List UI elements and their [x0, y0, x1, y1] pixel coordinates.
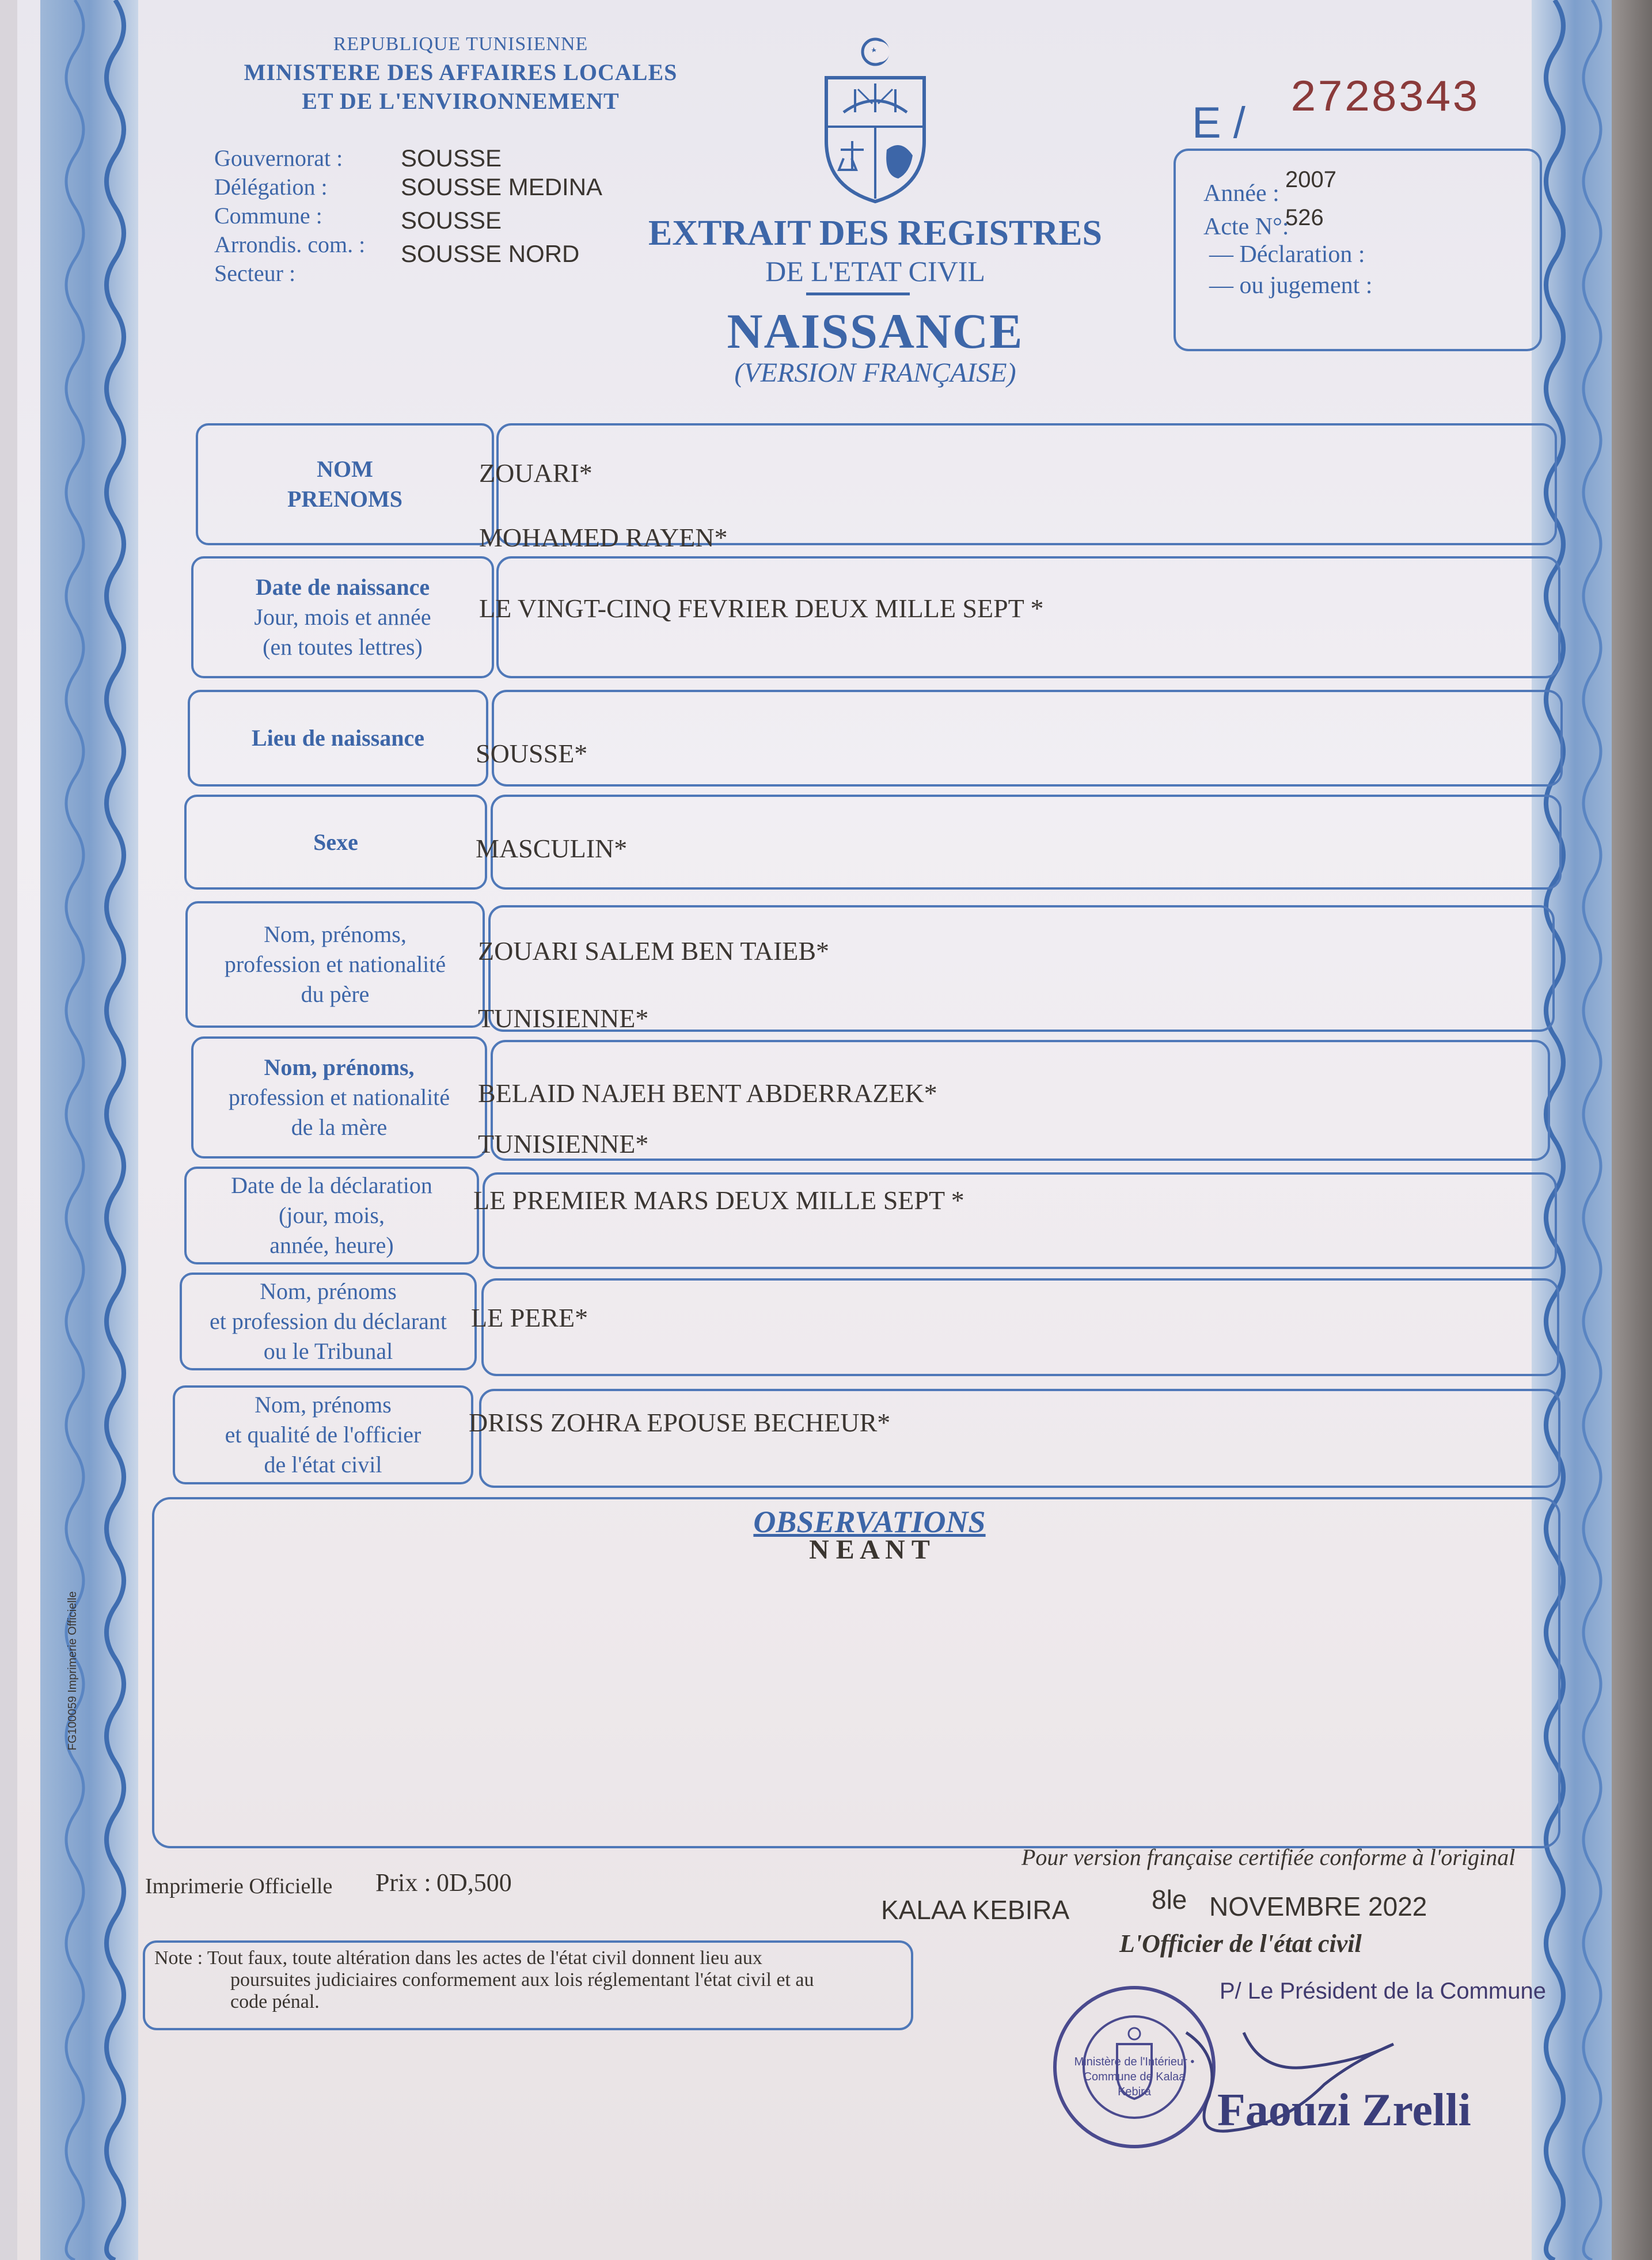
- paper-edge-right: [1612, 0, 1652, 2260]
- register-prefix: E /: [1192, 98, 1245, 147]
- prix-label: Prix :: [375, 1868, 431, 1897]
- prix-value: 0D,500: [436, 1868, 512, 1897]
- version-heading: (VERSION FRANÇAISE): [734, 358, 1016, 388]
- nom-label: NOM: [317, 456, 373, 482]
- president-text: P/ Le Président de la Commune: [1220, 1978, 1546, 2004]
- mere-nationality-value: TUNISIENNE*: [478, 1129, 649, 1159]
- pere-name-value: ZOUARI SALEM BEN TAIEB*: [478, 936, 830, 966]
- imprimerie-label: Imprimerie Officielle: [145, 1874, 333, 1898]
- mere-label: [191, 1036, 487, 1159]
- arrondissement-value: SOUSSE NORD: [401, 240, 580, 267]
- mere-name-value: BELAID NAJEH BENT ABDERRAZEK*: [478, 1078, 937, 1108]
- serial-number: 2728343: [1290, 74, 1479, 124]
- tunisia-coat-of-arms: [809, 35, 941, 207]
- pere-label: [185, 901, 485, 1028]
- declarant-value: LE PERE*: [471, 1303, 588, 1332]
- secteur-label: Secteur :: [214, 260, 296, 286]
- gouvernorat-label: Gouvernorat :: [214, 145, 343, 171]
- date-naissance-label-line3: (en toutes lettres): [263, 634, 423, 660]
- date-naissance-label-line2: Jour, mois et année: [254, 604, 431, 630]
- geography-labels: [214, 144, 404, 288]
- officer-title: L'Officier de l'état civil: [1119, 1929, 1362, 1958]
- nom-value: ZOUARI*: [479, 458, 593, 488]
- stamp-text: Ministère de l'Intérieur • Commune de Kalaa Kebira: [1074, 2056, 1195, 2098]
- naissance-heading: NAISSANCE: [727, 303, 1024, 359]
- legal-note: [154, 1947, 814, 2013]
- date-naissance-label-line1: Date de naissance: [255, 574, 430, 600]
- side-print-text: FG100059 Imprimerie Officielle: [66, 1591, 79, 1750]
- observations-value: N E A N T: [809, 1534, 930, 1565]
- signatory-name: Faouzi Zrelli: [1217, 2085, 1471, 2136]
- title-divider: [806, 293, 910, 295]
- legal-note-line1: Note : Tout faux, toute altération dans les actes de l'état civil donnent lieu aux: [154, 1947, 762, 1969]
- document-title: EXTRAIT DES REGISTRES: [648, 214, 1102, 253]
- arrondissement-label: Arrondis. com. :: [214, 231, 366, 257]
- declarant-label-line2: et profession du déclarant: [209, 1308, 447, 1334]
- lieu-naissance-value: SOUSSE*: [476, 739, 588, 768]
- acte-value: 526: [1285, 205, 1324, 230]
- officier-label-line3: de l'état civil: [264, 1452, 382, 1477]
- republic-heading: REPUBLIQUE TUNISIENNE: [333, 33, 588, 55]
- annee-value: 2007: [1285, 167, 1336, 192]
- legal-note-line2: poursuites judiciaires conformement aux lois réglementant l'état civil et au: [230, 1969, 814, 1991]
- sexe-label: Sexe: [184, 795, 487, 890]
- observations-title: OBSERVATIONS: [753, 1505, 986, 1539]
- certification-text: Pour version française certifiée conforme à l'original: [1021, 1844, 1516, 1870]
- annee-label: Année :: [1203, 180, 1279, 207]
- pere-label-line1: Nom, prénoms,: [264, 921, 407, 947]
- pere-label-line2: profession et nationalité: [224, 951, 446, 977]
- declaration-label-line1: Date de la déclaration: [231, 1172, 432, 1198]
- nom-prenoms-label: [196, 423, 494, 545]
- date-declaration-label: [184, 1167, 479, 1264]
- paper-edge-left: [0, 0, 17, 2260]
- officier-value-box: [479, 1389, 1560, 1488]
- acte-label: Acte N°:: [1203, 214, 1289, 240]
- date-naissance-label: [191, 556, 494, 678]
- declarant-label-line1: Nom, prénoms: [260, 1278, 397, 1304]
- place-text: KALAA KEBIRA: [881, 1895, 1070, 1925]
- declarant-label-line3: ou le Tribunal: [263, 1338, 393, 1364]
- mere-label-line1: Nom, prénoms,: [264, 1054, 415, 1080]
- ministry-heading-line1: MINISTERE DES AFFAIRES LOCALES: [244, 59, 678, 85]
- pere-nationality-value: TUNISIENNE*: [478, 1004, 649, 1033]
- delegation-label: Délégation :: [214, 174, 328, 200]
- officier-label-line2: et qualité de l'officier: [225, 1422, 421, 1448]
- document-subtitle: DE L'ETAT CIVIL: [765, 255, 985, 287]
- pere-label-line3: du père: [301, 981, 370, 1007]
- declarant-label: [180, 1273, 477, 1370]
- lieu-naissance-label: Lieu de naissance: [188, 690, 488, 787]
- commune-value: SOUSSE: [401, 207, 502, 234]
- commune-label: Commune :: [214, 203, 322, 229]
- sexe-value-box: [491, 795, 1562, 890]
- declaration-label-line2: (jour, mois,: [279, 1202, 385, 1228]
- officier-value: DRISS ZOHRA EPOUSE BECHEUR*: [469, 1408, 891, 1437]
- prenoms-value: MOHAMED RAYEN*: [479, 523, 728, 552]
- mere-label-line3: de la mère: [291, 1114, 388, 1140]
- lieu-naissance-value-box: [492, 690, 1563, 787]
- declaration-label-line3: année, heure): [269, 1232, 394, 1258]
- jugement-label: — ou jugement :: [1209, 272, 1373, 299]
- legal-note-line3: code pénal.: [230, 1991, 320, 2012]
- delegation-value: SOUSSE MEDINA: [401, 173, 603, 200]
- mere-label-line2: profession et nationalité: [228, 1084, 450, 1110]
- officier-label-line1: Nom, prénoms: [255, 1392, 392, 1418]
- geography-values: [401, 144, 643, 268]
- left-guilloche-border: [40, 0, 138, 2260]
- ministry-heading-line2: ET DE L'ENVIRONNEMENT: [302, 88, 620, 114]
- declarant-value-box: [481, 1278, 1559, 1376]
- day-text: 8le: [1152, 1885, 1187, 1915]
- month-year-text: NOVEMBRE 2022: [1209, 1891, 1427, 1921]
- prenoms-label: PRENOMS: [287, 486, 402, 512]
- date-naissance-value: LE VINGT-CINQ FEVRIER DEUX MILLE SEPT *: [479, 594, 1044, 623]
- sexe-value: MASCULIN*: [476, 834, 628, 863]
- date-declaration-value: LE PREMIER MARS DEUX MILLE SEPT *: [473, 1186, 964, 1215]
- gouvernorat-value: SOUSSE: [401, 145, 502, 172]
- declaration-label: — Déclaration :: [1209, 241, 1365, 268]
- officier-label: [173, 1385, 473, 1484]
